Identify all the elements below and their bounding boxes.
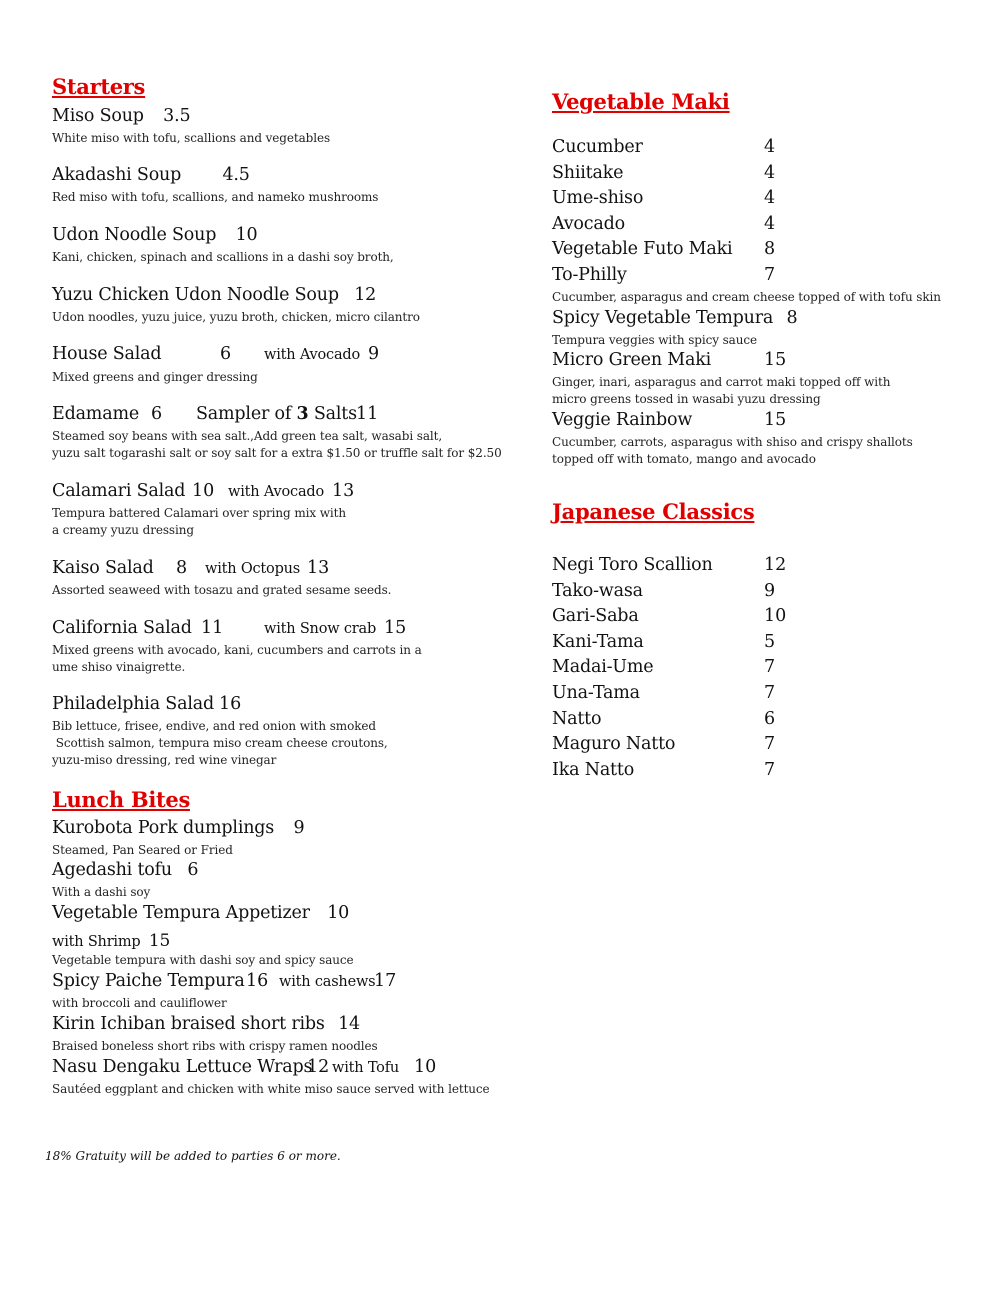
extra-price: 9	[368, 344, 380, 364]
item-price: 4.5	[222, 165, 250, 185]
menu-item-ika-natto	[552, 760, 634, 780]
item-desc: yuzu-miso dressing, red wine vinegar	[52, 753, 277, 767]
menu-item-kirin-short-ribs	[52, 1014, 360, 1034]
item-price: 14	[338, 1014, 360, 1034]
menu-item-agedashi-tofu	[52, 860, 198, 880]
item-desc: Tempura veggies with spicy sauce	[552, 333, 757, 347]
menu-item-negi-toro	[552, 555, 713, 575]
extra-price: 13	[332, 481, 355, 501]
item-extra	[264, 347, 360, 363]
item-name: Spicy Paiche Tempura	[52, 971, 245, 991]
item-price: 4	[764, 214, 776, 234]
item-price: 12	[307, 1057, 330, 1077]
item-desc: Cucumber, carrots, asparagus with shiso and crispy shallots	[552, 435, 913, 449]
menu-item-yuzu-chicken-udon	[52, 285, 376, 305]
item-price: 8	[764, 239, 776, 259]
extra-label: with Octopus	[205, 561, 301, 577]
item-name: Edamame	[52, 404, 139, 424]
item-extra	[228, 484, 324, 500]
item-extra	[332, 1060, 399, 1076]
menu-item-veggie-rainbow	[552, 410, 692, 430]
item-desc: Steamed, Pan Seared or Fried	[52, 843, 233, 857]
item-name: House Salad	[52, 344, 162, 364]
menu-item-miso-soup	[52, 106, 190, 126]
extra-label: with Tofu	[332, 1060, 400, 1076]
sampler-num: 3	[296, 404, 309, 424]
item-desc: Steamed soy beans with sea salt.,Add green tea salt, wasabi salt,	[52, 429, 443, 443]
item-name: Maguro Natto	[552, 734, 676, 754]
japanese-classics-heading: Japanese Classics	[552, 499, 755, 524]
item-name: To-Philly	[552, 265, 627, 285]
menu-item-vegetable-tempura	[52, 903, 349, 923]
menu-item-cucumber	[552, 137, 643, 157]
extra-label: with Snow crab	[264, 621, 377, 637]
item-desc: Assorted seaweed with tosazu and grated sesame seeds.	[52, 583, 392, 597]
item-name: Calamari Salad	[52, 481, 186, 501]
menu-item-maguro-natto	[552, 734, 675, 754]
item-name: Nasu Dengaku Lettuce Wraps	[52, 1057, 313, 1077]
menu-item-akadashi-soup	[52, 165, 250, 185]
item-price: 12	[764, 555, 787, 575]
item-desc: with broccoli and cauliflower	[52, 996, 227, 1010]
item-price: 4	[764, 188, 776, 208]
item-name: Agedashi tofu	[52, 860, 172, 880]
item-price: 6	[220, 344, 232, 364]
starters-heading: Starters	[52, 74, 146, 99]
menu-item-kurobota-dumplings	[52, 818, 304, 838]
extra-price: 15	[384, 618, 407, 638]
menu-item-gari-saba	[552, 606, 639, 626]
extra-price: 10	[414, 1057, 437, 1077]
menu-item-spicy-vegetable-tempura	[552, 308, 797, 328]
menu-item-calamari-salad	[52, 481, 185, 501]
item-name: Madai-Ume	[552, 657, 654, 677]
item-desc: ume shiso vinaigrette.	[52, 660, 186, 674]
item-extra	[205, 561, 300, 577]
menu-item-una-tama	[552, 683, 640, 703]
item-name: Spicy Vegetable Tempura	[552, 308, 774, 328]
item-desc: yuzu salt togarashi salt or soy salt for a extra $1.50 or truffle salt for $2.50	[52, 446, 502, 460]
item-price: 15	[764, 350, 787, 370]
item-desc: Braised boneless short ribs with crispy ramen noodles	[52, 1039, 378, 1053]
item-price: 5	[764, 632, 776, 652]
item-desc: topped off with tomato, mango and avocado	[552, 452, 816, 466]
item-price: 10	[235, 225, 258, 245]
menu-item-udon-noodle-soup	[52, 225, 257, 245]
item-name: Natto	[552, 709, 602, 729]
item-name: Miso Soup	[52, 106, 144, 126]
item-price: 6	[151, 404, 163, 424]
item-price: 3.5	[163, 106, 191, 126]
item-name: Kurobota Pork dumplings	[52, 818, 275, 838]
item-price: 7	[764, 657, 776, 677]
item-desc: Kani, chicken, spinach and scallions in a dashi soy broth,	[52, 250, 394, 264]
lunch-bites-heading: Lunch Bites	[52, 787, 190, 812]
item-price: 15	[764, 410, 787, 430]
item-price: 10	[764, 606, 787, 626]
menu-item-house-salad	[52, 344, 161, 364]
item-name: Udon Noodle Soup	[52, 225, 217, 245]
item-name: Akadashi Soup	[52, 165, 182, 185]
gratuity-note: 18% Gratuity will be added to parties 6 or more.	[45, 1149, 341, 1163]
item-price: 12	[354, 285, 377, 305]
item-price: 16	[246, 971, 269, 991]
item-price: 16	[219, 694, 242, 714]
item-name: Veggie Rainbow	[552, 410, 693, 430]
item-price: 6	[187, 860, 199, 880]
item-desc: micro greens tossed in wasabi yuzu dressing	[552, 392, 821, 406]
item-price: 10	[192, 481, 215, 501]
item-name: Kaiso Salad	[52, 558, 154, 578]
item-desc: Scottish salmon, tempura miso cream cheese croutons,	[52, 736, 388, 750]
item-extra	[279, 974, 375, 990]
item-desc: Udon noodles, yuzu juice, yuzu broth, chicken, micro cilantro	[52, 310, 420, 324]
extra-label: with cashews	[279, 974, 376, 990]
menu-item-madai-ume	[552, 657, 653, 677]
item-desc: a creamy yuzu dressing	[52, 523, 194, 537]
item-name: Tako-wasa	[552, 581, 643, 601]
item-name: Una-Tama	[552, 683, 640, 703]
menu-item-kaiso-salad	[52, 558, 154, 578]
item-price: 7	[764, 760, 776, 780]
item-extra	[264, 621, 376, 637]
item-extra	[52, 931, 170, 951]
item-price: 9	[764, 581, 776, 601]
item-name: Cucumber	[552, 137, 643, 157]
menu-item-ume-shiso	[552, 188, 643, 208]
item-desc: Ginger, inari, asparagus and carrot maki topped off with	[552, 375, 891, 389]
item-desc: Mixed greens with avocado, kani, cucumbers and carrots in a	[52, 643, 422, 657]
item-desc: Tempura battered Calamari over spring mix with	[52, 506, 346, 520]
menu-item-vegetable-futo-maki	[552, 239, 732, 259]
item-name: Ume-shiso	[552, 188, 644, 208]
vegetable-maki-heading: Vegetable Maki	[552, 89, 730, 114]
item-price: 8	[176, 558, 188, 578]
item-price: 6	[764, 709, 776, 729]
menu-item-spicy-paiche	[52, 971, 245, 991]
item-name: Gari-Saba	[552, 606, 639, 626]
menu-item-edamame	[52, 404, 139, 424]
item-price: 7	[764, 734, 776, 754]
item-name: California Salad	[52, 618, 192, 638]
item-name: Avocado	[552, 214, 625, 234]
item-desc: Sautéed eggplant and chicken with white miso sauce served with lettuce	[52, 1082, 490, 1096]
menu-item-california-salad	[52, 618, 192, 638]
sampler-label	[196, 404, 357, 424]
item-desc: Red miso with tofu, scallions, and nameko mushrooms	[52, 190, 379, 204]
item-desc: With a dashi soy	[52, 885, 151, 899]
item-name: Kirin Ichiban braised short ribs	[52, 1014, 325, 1034]
menu-item-philadelphia-salad	[52, 694, 214, 714]
menu-item-kani-tama	[552, 632, 644, 652]
extra-price: 15	[148, 931, 171, 951]
menu-item-tako-wasa	[552, 581, 643, 601]
item-price: 10	[327, 903, 350, 923]
item-price: 8	[786, 308, 798, 328]
item-name: Shiitake	[552, 163, 624, 183]
extra-price: 11	[356, 404, 379, 424]
item-name: Vegetable Tempura Appetizer	[52, 903, 310, 923]
extra-label: with Avocado	[228, 484, 325, 500]
item-desc: Vegetable tempura with dashi soy and spicy sauce	[52, 953, 354, 967]
item-name: Yuzu Chicken Udon Noodle Soup	[52, 285, 339, 305]
item-desc: Bib lettuce, frisee, endive, and red onion with smoked	[52, 719, 376, 733]
menu-item-natto	[552, 709, 601, 729]
sampler-pre: Sampler of	[196, 404, 297, 424]
item-price: 9	[293, 818, 305, 838]
item-desc: Mixed greens and ginger dressing	[52, 370, 258, 384]
extra-price: 17	[374, 971, 397, 991]
item-price: 7	[764, 265, 776, 285]
extra-label: with Shrimp	[52, 934, 141, 950]
item-name: Micro Green Maki	[552, 350, 712, 370]
item-name: Vegetable Futo Maki	[552, 239, 733, 259]
extra-price: 13	[307, 558, 330, 578]
item-name: Negi Toro Scallion	[552, 555, 713, 575]
extra-label: with Avocado	[264, 347, 361, 363]
menu-item-shiitake	[552, 163, 623, 183]
menu-item-micro-green-maki	[552, 350, 711, 370]
item-price: 4	[764, 137, 776, 157]
sampler-post: Salts	[308, 404, 357, 424]
item-price: 7	[764, 683, 776, 703]
menu-item-avocado	[552, 214, 625, 234]
item-desc: White miso with tofu, scallions and vegetables	[52, 131, 331, 145]
menu-item-to-philly	[552, 265, 627, 285]
item-name: Philadelphia Salad	[52, 694, 214, 714]
item-price: 11	[201, 618, 224, 638]
item-name: Kani-Tama	[552, 632, 644, 652]
item-price: 4	[764, 163, 776, 183]
item-desc: Cucumber, asparagus and cream cheese topped of with tofu skin	[552, 290, 941, 304]
menu-item-nasu-dengaku	[52, 1057, 312, 1077]
item-name: Ika Natto	[552, 760, 635, 780]
